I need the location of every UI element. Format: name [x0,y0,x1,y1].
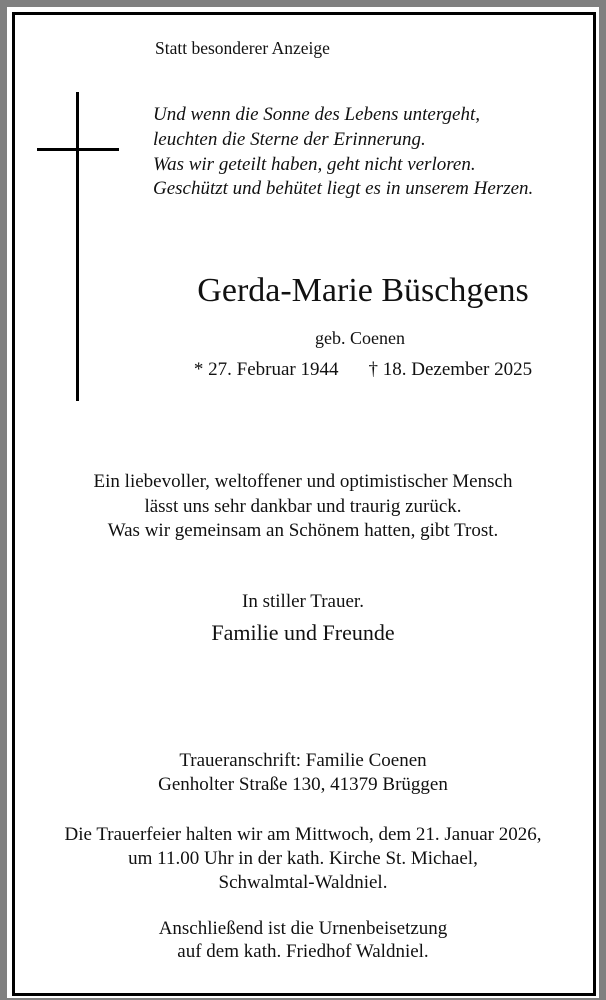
address-line: Genholter Straße 130, 41379 Brüggen [158,774,448,795]
service-line: Die Trauerfeier halten wir am Mittwoch, dem 21. Januar 2026, [64,824,542,845]
life-dates [150,360,576,379]
tribute-line: Was wir gemeinsam an Schönem hatten, gibt Trost. [107,520,499,541]
deceased-name: Gerda-Marie Büschgens [197,272,529,309]
verse-line: Geschützt und behütet liegt es in unserem Herzen. [153,178,534,199]
death-date: † 18. Dezember 2025 [368,359,533,380]
birth-date: * 27. Februar 1944 [193,359,339,380]
address-line: Traueranschrift: Familie Coenen [179,750,427,771]
burial-line: auf dem kath. Friedhof Waldniel. [177,941,429,962]
verse-line: leuchten die Sterne der Erinnerung. [153,129,426,150]
burial-line: Anschließend ist die Urnenbeisetzung [158,918,448,939]
maiden-name: geb. Coenen [315,328,405,348]
service-line: Schwalmtal-Waldniel. [218,872,388,893]
mourning-line: In stiller Trauer. [242,591,364,612]
cross-horizontal-bar [37,148,119,151]
tribute-line: lässt uns sehr dankbar und traurig zurück. [144,496,462,517]
cross-vertical-bar [76,92,79,401]
service-line: um 11.00 Uhr in der kath. Kirche St. Michael, [128,848,478,869]
verse-line: Und wenn die Sonne des Lebens untergeht, [153,104,480,125]
verse-line: Was wir geteilt haben, geht nicht verloren. [153,154,476,175]
tribute-line: Ein liebevoller, weltoffener und optimistischer Mensch [93,471,513,492]
mourners-signature: Familie und Freunde [211,620,395,645]
notice-header: Statt besonderer Anzeige [155,38,330,58]
